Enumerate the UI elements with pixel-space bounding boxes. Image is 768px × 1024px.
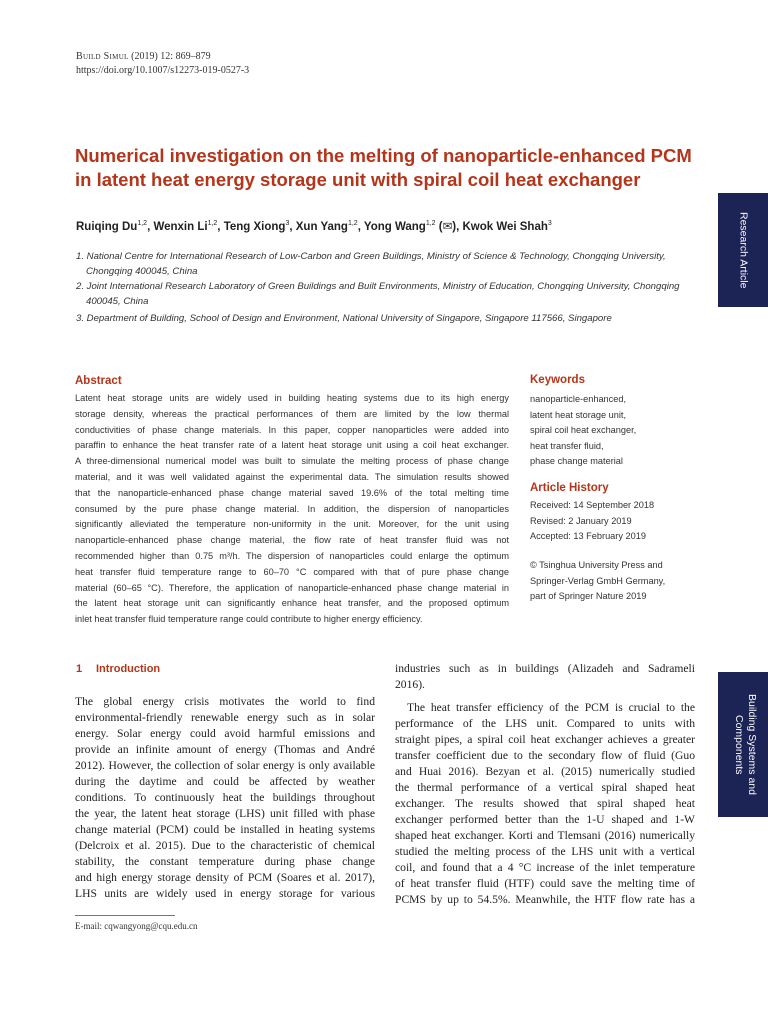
journal-name: Build Simul (76, 51, 129, 62)
research-article-tab (718, 193, 768, 307)
section-title: Introduction (96, 663, 161, 675)
article-title (75, 144, 715, 192)
title-line: Numerical investigation on the melting of nanoparticle-enhanced PCM (75, 145, 692, 166)
body-line: coil, and found that a 4 °C increase of the inlet temperature (395, 861, 695, 874)
author-separator: , (147, 221, 154, 233)
abstract-body (75, 391, 509, 628)
affiliation-line: 400045, China (86, 295, 149, 307)
intro-column-left (75, 694, 375, 902)
author-name: Yong Wang (363, 221, 426, 233)
history-list (530, 498, 654, 545)
copyright-line: Springer-Verlag GmbH Germany, (530, 575, 666, 586)
body-line: industries such as in buildings (Alizadeh and Sadrameli (395, 662, 695, 675)
body-line: environmental-friendly renewable energy such as in solar (75, 711, 375, 724)
author-name: Ruiqing Du (76, 221, 138, 233)
abstract-line: storage density, whereas the practical performances of them are limited by the low thermal (75, 408, 509, 419)
body-line: 2016). (395, 678, 425, 691)
abstract-line: A three-dimensional numerical model was built to simulate the melting process of phase change (75, 456, 509, 467)
section-heading (76, 663, 160, 675)
abstract-line: material (60–65 °C). Therefore, the application of nanoparticle-enhanced phase change material in (75, 582, 509, 593)
body-line: (Delcroix et al. 2015). Due to the characteristic of chemical (75, 839, 375, 852)
intro-column-right (395, 661, 695, 908)
body-line: straight pipes, a spiral coil heat exchanger achieves a greater (395, 733, 695, 746)
title-line: in latent heat energy storage unit with spiral coil heat exchanger (75, 169, 641, 190)
affiliation-2 (76, 280, 696, 309)
body-line: stability, the constant temperature during phase change (75, 855, 375, 868)
author-affil-sup: 1,2 (425, 220, 436, 228)
author-list (76, 219, 552, 233)
building-systems-tab (718, 672, 768, 817)
keyword-item: phase change material (530, 456, 623, 467)
copyright-line: part of Springer Nature 2019 (530, 591, 647, 602)
abstract-line: heat transfer fluid temperature range to 60–70 °C compared with that of pure phase change (75, 566, 509, 577)
body-line: provide an infinite amount of energy (Thomas and André (75, 743, 375, 756)
body-line: during the daytime and could be affected by weather (75, 775, 375, 788)
abstract-line: Latent heat storage units are widely used in building heating systems due to its high energy (75, 393, 509, 403)
body-line: the thermal performance of a vertical spiral shaped heat (395, 781, 695, 794)
author-name: Wenxin Li (153, 221, 208, 233)
body-line: exchanger. The results showed that spiral shaped heat (395, 797, 695, 810)
keyword-item: nanoparticle-enhanced, (530, 394, 627, 404)
author-separator: , (357, 221, 364, 233)
abstract-line: that the nanoparticle-enhanced phase change material saved 19.6% of the total melting time (75, 487, 509, 498)
building-systems-label: Building Systems and Components (733, 694, 758, 795)
body-line: exchanger performed better than the 1-U shaped and 1-W (395, 813, 695, 826)
history-item: Revised: 2 January 2019 (530, 515, 632, 526)
body-line: of heat transfer fluid (HTF) could save the melting time of (395, 877, 695, 890)
body-line: studied the melting process of the LHS unit with a vertical (395, 845, 695, 858)
abstract-line: the latent heat storage unit can significantly enhance heat transfer, and the proposed optimum (75, 598, 509, 609)
author-affil-sup: 3 (285, 220, 290, 228)
author-affil-sup: 1,2 (347, 220, 358, 228)
body-line: performance of the LHS unit. Compared to units with (395, 717, 695, 730)
body-line: The global energy crisis motivates the world to find (75, 695, 375, 708)
abstract-line: significantly alleviated the temperature non-uniformity in the unit. Moreover, for the unit using (75, 519, 509, 530)
author-separator: , (217, 221, 224, 233)
history-heading: Article History (530, 482, 609, 494)
abstract-line: conductivities of phase change materials. In this paper, copper nanoparticles were added into (75, 424, 509, 435)
keyword-item: heat transfer fluid, (530, 440, 604, 451)
keywords-heading: Keywords (530, 374, 585, 386)
body-line: shaped heat exchanger. Korti and Tlemsani (2016) numerically (395, 829, 695, 842)
keywords-list (530, 392, 636, 470)
author-name: Xun Yang (295, 221, 348, 233)
body-line: PCMS by up to 54.5%. Meanwhile, the HTF flow rate has a (395, 893, 695, 906)
author-name: Kwok Wei Shah (462, 221, 548, 233)
journal-header (76, 50, 249, 78)
author-affil-sup: 3 (547, 220, 552, 228)
abstract-line: consumed by the pure phase change material. In addition, the dispersion of nanoparticles (75, 503, 509, 514)
abstract-heading: Abstract (75, 375, 122, 387)
body-line: change material (PCM) could be installed in heating systems (75, 823, 375, 836)
affiliation-line: Chongqing 400045, China (86, 265, 198, 277)
keyword-item: spiral coil heat exchanger, (530, 425, 637, 436)
history-item: Accepted: 13 February 2019 (530, 531, 646, 542)
body-line: and Huai 2016). Bezyan et al. (2015) numerically studied (395, 765, 695, 778)
author-affil-sup: 1,2 (137, 220, 148, 228)
body-line: 2012). However, the collection of solar energy is only available (75, 759, 375, 772)
affiliation-3 (76, 312, 696, 327)
copyright-line: © Tsinghua University Press and (530, 560, 663, 570)
abstract-line: recommended higher than 0.75 m³/h. The dispersion of nanoparticles could enlarge the optimum (75, 550, 509, 561)
section-number: 1 (76, 663, 83, 675)
body-line: The heat transfer efficiency of the PCM is crucial to the (407, 701, 695, 714)
body-line: energy. Solar energy could avoid harmful emissions and (75, 727, 375, 740)
doi-link[interactable]: https://doi.org/10.1007/s12273-019-0527-3 (76, 65, 250, 76)
history-item: Received: 14 September 2018 (530, 500, 655, 510)
abstract-line: inlet heat transfer fluid temperature range could contribute to higher energy efficiency. (75, 614, 423, 625)
body-line: conditions. To continuously heat the buildings throughout (75, 791, 375, 804)
body-line: and high energy storage density of PCM (Soares et al. 2017), (75, 871, 375, 884)
research-article-label: Research Article (737, 211, 750, 289)
keyword-item: latent heat storage unit, (530, 409, 627, 420)
author-separator: , (289, 221, 296, 233)
affiliation-1 (76, 250, 696, 279)
author-affil-sup: 1,2 (207, 220, 218, 228)
footnote-email: E-mail: cqwangyong@cqu.edu.cn (75, 921, 198, 931)
author-separator: (✉), (435, 221, 463, 233)
journal-volume: (2019) 12: 869–879 (128, 51, 211, 62)
abstract-line: nanoparticle-enhanced phase change material, the flow rate of heat transfer fluid was not (75, 535, 509, 546)
author-name: Teng Xiong (223, 221, 286, 233)
affiliation-line: 3. Department of Building, School of Design and Environment, National University of Singapore, Singapore 117566, Singapore (76, 313, 612, 324)
affiliation-line: 1. National Centre for International Research of Low-Carbon and Green Buildings, Ministry of Science & Technology, Chongqing University, (76, 251, 666, 262)
body-line: transfer coefficient due to the secondary flow of fluid (Guo (395, 749, 695, 762)
footnote-divider (75, 915, 175, 916)
body-line: LHS units are widely used in energy storage for various (75, 887, 375, 900)
affiliation-line: 2. Joint International Research Laboratory of Green Buildings and Built Environments, Ministry of Education, Chongqing University, Chongqing (76, 281, 680, 292)
copyright-notice (530, 558, 710, 605)
abstract-line: paraffin to enhance the heat transfer rate of a latent heat storage unit using a coil heat exchanger. (75, 440, 509, 451)
abstract-line: material, and it was well validated against the experimental data. The simulation results showed (75, 471, 509, 482)
body-line: the year, the latent heat storage (LHS) unit filled with phase (75, 807, 375, 820)
